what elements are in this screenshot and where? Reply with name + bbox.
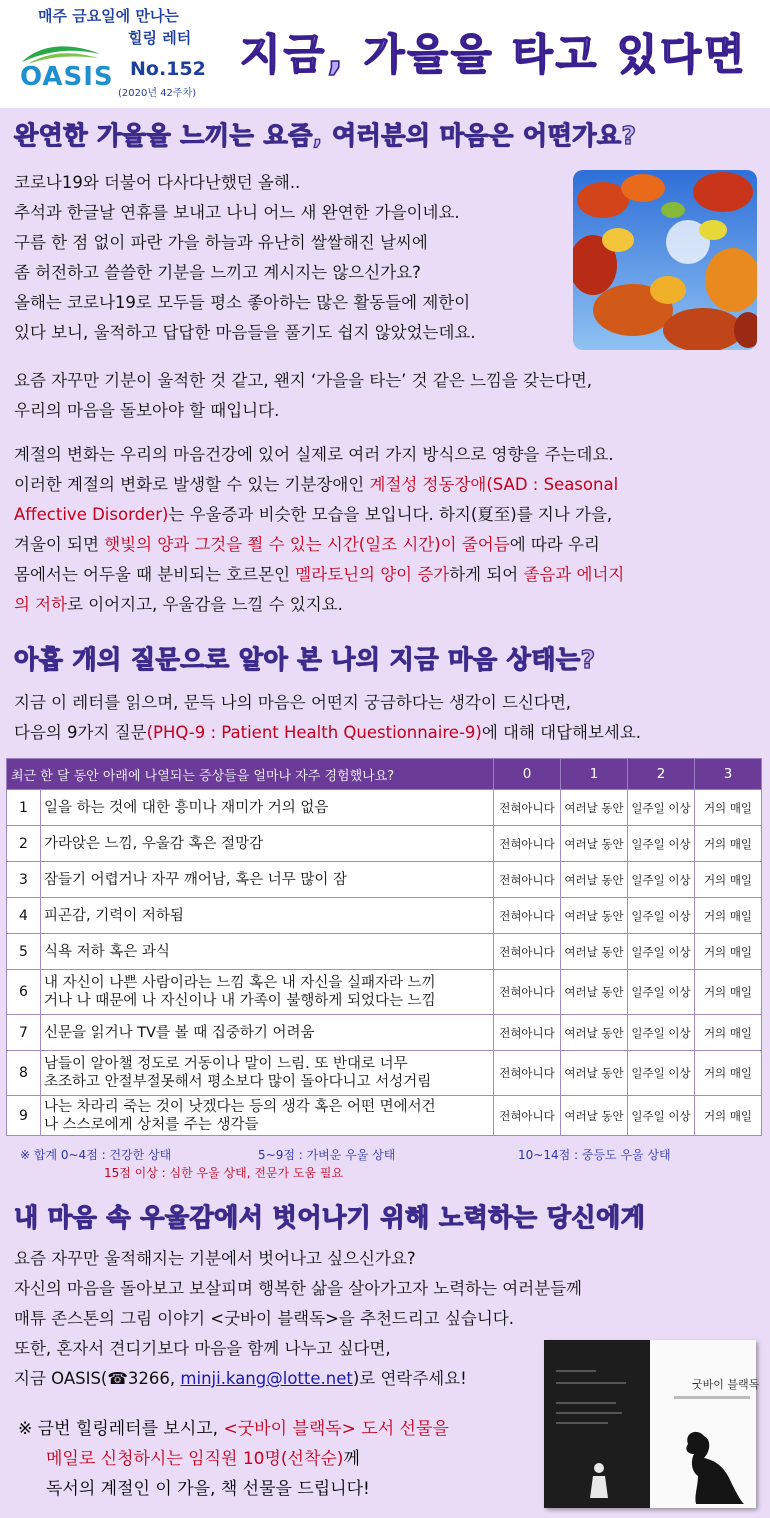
question-number: 2 [7,826,41,862]
question-number: 5 [7,934,41,970]
para-3-line-6 [14,590,624,620]
section-2-line-2a: 다음의 9가지 질문 [14,723,147,742]
table-row [7,1096,762,1136]
table-question-header: 최근 한 달 동안 아래에 나열되는 증상들을 얼마나 자주 경험했나요? [7,759,494,790]
book-gift-highlight: <굿바이 블랙독> 도서 선물을 [223,1419,449,1439]
intro-line-5: 올해는 코로나19로 모두들 평소 좋아하는 많은 활동들에 제한이 [14,293,471,312]
answer-option-3[interactable]: 거의 매일 [695,970,762,1015]
table-row [7,1015,762,1051]
question-number: 3 [7,862,41,898]
question-text [41,790,494,826]
answer-option-3[interactable]: 거의 매일 [695,934,762,970]
section-2-title: 아홉 개의 질문으로 알아 본 나의 지금 마음 상태는? [14,645,596,674]
question-line-1: 피곤감, 기력이 저하됨 [44,907,184,924]
section-3-line-1: 요즘 자꾸만 울적해지는 기분에서 벗어나고 싶으신가요? [14,1249,416,1268]
score-range-healthy: ※ 합계 0~4점 : 건강한 상태 [20,1148,172,1162]
question-text [41,862,494,898]
score-header-1: 1 [561,759,628,790]
question-number: 8 [7,1051,41,1096]
section-1-title: 완연한 가을을 느끼는 요즘, 여러분의 마음은 어떤가요? [14,121,637,150]
question-number: 9 [7,1096,41,1136]
para-3-line-2a: 이러한 계절의 변화로 발생할 수 있는 기분장애인 [14,475,370,494]
tagline-line-2: 힐링 레터 [128,29,192,47]
black-dog-icon [674,1426,750,1506]
para-3-line-3b: 는 우울증과 비슷한 모습을 보입니다. 하지(夏至)를 지나 가을, [168,505,613,524]
answer-option-3[interactable]: 거의 매일 [695,826,762,862]
answer-option-0[interactable]: 전혀아니다 [494,1051,561,1096]
book-title: 굿바이 블랙독 [692,1378,760,1391]
answer-option-3[interactable]: 거의 매일 [695,898,762,934]
sad-term: 계절성 정동장애(SAD : Seasonal [369,475,619,494]
sitting-figure-icon [584,1460,614,1500]
contact-email-link[interactable]: minji.kang@lotte.net [180,1369,353,1388]
answer-option-1[interactable]: 여러날 동안 [561,826,628,862]
answer-option-2[interactable]: 일주일 이상 [628,1015,695,1051]
intro-line-4: 좀 허전하고 쓸쓸한 기분을 느끼고 계시지는 않으신가요? [14,263,421,282]
answer-option-0[interactable]: 전혀아니다 [494,1015,561,1051]
intro-line-3: 구름 한 점 없이 파란 가을 하늘과 유난히 쌀쌀해진 날씨에 [14,233,428,252]
notice-line-1 [18,1414,449,1444]
answer-option-0[interactable]: 전혀아니다 [494,790,561,826]
question-text [41,970,494,1015]
gift-notice [18,1414,449,1504]
question-text [41,1051,494,1096]
section-2-line-2c: 에 대해 대답해보세요. [481,723,642,742]
question-text [41,1096,494,1136]
score-range-mild: 5~9점 : 가벼운 우울 상태 [258,1148,396,1162]
section-1-intro [14,168,476,348]
section-3-title: 내 마음 속 우울감에서 벗어나기 위해 노력하는 당신에게 [14,1203,646,1232]
answer-option-2[interactable]: 일주일 이상 [628,970,695,1015]
answer-option-1[interactable]: 여러날 동안 [561,970,628,1015]
question-line-1: 남들이 알아챌 정도로 거동이나 말이 느림. 또 반대로 너무 [44,1056,408,1072]
para-3-line-4 [14,530,624,560]
phq9-table [6,758,762,1136]
para-3-line-4a: 겨울이 되면 [14,535,105,554]
question-line-1: 내 자신이 나쁜 사람이라는 느낌 혹은 내 자신을 실패자라 느끼 [44,975,436,991]
book-cover-image [544,1340,760,1508]
table-row [7,934,762,970]
answer-option-0[interactable]: 전혀아니다 [494,898,561,934]
score-header-0: 0 [494,759,561,790]
header [0,0,770,104]
table-row [7,826,762,862]
question-number: 6 [7,970,41,1015]
section-3-line-2: 자신의 마음을 돌아보고 보살피며 행복한 삶을 살아가고자 노력하는 여러분들께 [14,1279,582,1298]
book-text-line [556,1422,608,1424]
energy-highlight: 졸음과 에너지 [523,565,625,584]
table-row [7,862,762,898]
table-body [7,790,762,1136]
para-3-line-5c: 하게 되어 [449,565,524,584]
scoring-line-1 [20,1146,671,1163]
question-line-1: 가라앉은 느낌, 우울감 혹은 절망감 [44,835,264,852]
notice-line-1a: ※ 금번 힐링레터를 보시고, [18,1419,224,1439]
question-number: 7 [7,1015,41,1051]
contact-suffix: )로 연락주세요! [352,1369,467,1388]
table-header-row [7,759,762,790]
para-2-line-2: 우리의 마음을 돌보아야 할 때입니다. [14,401,280,420]
book-subtitle-line [674,1396,750,1399]
answer-option-2[interactable]: 일주일 이상 [628,862,695,898]
answer-option-0[interactable]: 전혀아니다 [494,934,561,970]
notice-line-2 [18,1444,449,1474]
question-text [41,826,494,862]
question-line-1: 나는 차라리 죽는 것이 낫겠다는 등의 생각 혹은 어떤 면에서건 [44,1098,436,1115]
notice-line-2b: 께 [343,1449,360,1469]
para-3-line-6b: 로 이어지고, 우울감을 느낄 수 있지요. [67,595,343,614]
answer-option-3[interactable]: 거의 매일 [695,1015,762,1051]
book-text-line [556,1412,622,1414]
energy-highlight-end: 의 저하 [14,595,68,614]
question-text [41,1015,494,1051]
notice-line-3: 독서의 계절인 이 가을, 책 선물을 드립니다! [46,1479,370,1499]
issue-week: (2020년 42주차) [118,88,197,99]
answer-option-1[interactable]: 여러날 동안 [561,1096,628,1136]
answer-option-2[interactable]: 일주일 이상 [628,1051,695,1096]
answer-option-0[interactable]: 전혀아니다 [494,862,561,898]
book-text-line [556,1370,596,1372]
page-title: 지금, 가을을 타고 있다면 [240,30,748,79]
answer-option-2[interactable]: 일주일 이상 [628,790,695,826]
para-3-line-1: 계절의 변화는 우리의 마음건강에 있어 실제로 여러 가지 방식으로 영향을 주는데요. [14,445,614,464]
answer-option-2[interactable]: 일주일 이상 [628,934,695,970]
table-row [7,1051,762,1096]
answer-option-0[interactable]: 전혀아니다 [494,970,561,1015]
question-line-1: 일을 하는 것에 대한 흥미나 재미가 거의 없음 [44,799,329,816]
question-number: 1 [7,790,41,826]
answer-option-0[interactable]: 전혀아니다 [494,826,561,862]
answer-option-3[interactable]: 거의 매일 [695,1051,762,1096]
score-range-moderate: 10~14점 : 중등도 우울 상태 [518,1148,671,1162]
section-3-line-3: 매튜 존스톤의 그림 이야기 <굿바이 블랙독>을 추천드리고 싶습니다. [14,1309,514,1328]
sunlight-highlight: 햇빛의 양과 그것을 쬘 수 있는 시간(일조 시간)이 줄어듬 [104,535,510,554]
score-header-2: 2 [628,759,695,790]
para-3-line-5a: 몸에서는 어두울 때 분비되는 호르몬인 [14,565,296,584]
table-row [7,970,762,1015]
question-line-1: 신문을 읽거나 TV를 볼 때 집중하기 어려움 [44,1024,315,1041]
question-text [41,898,494,934]
answer-option-3[interactable]: 거의 매일 [695,862,762,898]
section-1-para-3 [14,440,624,620]
para-3-line-5 [14,560,624,590]
sad-term-end: Affective Disorder) [14,505,169,524]
para-3-line-3 [14,500,624,530]
question-text [41,934,494,970]
score-range-severe: 15점 이상 : 심한 우울 상태, 전문가 도움 필요 [104,1166,344,1180]
section-1-para-2 [14,366,592,426]
section-2-line-1: 지금 이 레터를 읽으며, 문득 나의 마음은 어떤지 궁금하다는 생각이 드신다면, [14,693,572,712]
question-line-2: 거나 나 때문에 나 자신이나 내 가족이 불행하게 되었다는 느낌 [44,993,436,1009]
para-3-line-4c: 에 따라 우리 [509,535,600,554]
para-2-line-1: 요즘 자꾸만 기분이 울적한 것 같고, 왠지 ‘가을을 타는’ 것 같은 느낌을 갖는다면, [14,371,593,390]
question-number: 4 [7,898,41,934]
table-row [7,898,762,934]
issue-number: No.152 [130,58,206,80]
score-header-3: 3 [695,759,762,790]
contact-prefix: 지금 OASIS(☎3266, [14,1369,181,1388]
answer-option-2[interactable]: 일주일 이상 [628,1096,695,1136]
phq9-term: (PHQ-9 : Patient Health Questionnaire-9) [146,723,482,742]
melatonin-highlight: 멜라토닌의 양이 증가 [295,565,450,584]
autumn-leaves-photo [573,170,757,350]
question-line-1: 식욕 저하 혹은 과식 [44,943,170,960]
section-3-contact [14,1364,582,1394]
intro-line-2: 추석과 한글날 연휴를 보내고 나니 어느 새 완연한 가을이네요. [14,203,460,222]
answer-option-1[interactable]: 여러날 동안 [561,1015,628,1051]
answer-option-1[interactable]: 여러날 동안 [561,898,628,934]
book-cover-left [544,1340,650,1508]
answer-option-2[interactable]: 일주일 이상 [628,898,695,934]
answer-option-0[interactable]: 전혀아니다 [494,1096,561,1136]
oasis-logo: OASIS [20,62,114,92]
apply-highlight: 메일로 신청하시는 임직원 10명(선착순) [46,1449,344,1469]
answer-option-3[interactable]: 거의 매일 [695,1096,762,1136]
section-3-body [14,1244,582,1394]
book-text-line [556,1382,626,1384]
table-row [7,790,762,826]
section-3-line-4: 또한, 혼자서 견디기보다 마음을 함께 나누고 싶다면, [14,1339,391,1358]
intro-line-6: 있다 보니, 울적하고 답답한 마음들을 풀기도 쉽지 않았었는데요. [14,323,476,342]
answer-option-1[interactable]: 여러날 동안 [561,934,628,970]
answer-option-1[interactable]: 여러날 동안 [561,862,628,898]
section-2-line-2 [14,718,641,748]
book-text-line [556,1402,616,1404]
question-line-1: 잠들기 어렵거나 자꾸 깨어남, 혹은 너무 많이 잠 [44,871,348,888]
answer-option-3[interactable]: 거의 매일 [695,790,762,826]
answer-option-2[interactable]: 일주일 이상 [628,826,695,862]
intro-line-1: 코로나19와 더불어 다사다난했던 올해.. [14,173,301,192]
answer-option-1[interactable]: 여러날 동안 [561,1051,628,1096]
tagline-line-1: 매주 금요일에 만나는 [38,7,179,25]
question-line-2: 나 스스로에게 상처를 주는 생각들 [44,1116,259,1133]
question-line-2: 초조하고 안절부절못해서 평소보다 많이 돌아다니고 서성거림 [44,1074,432,1090]
para-3-line-2 [14,470,624,500]
answer-option-1[interactable]: 여러날 동안 [561,790,628,826]
scoring-line-2 [104,1164,343,1181]
section-2-intro [14,688,641,748]
